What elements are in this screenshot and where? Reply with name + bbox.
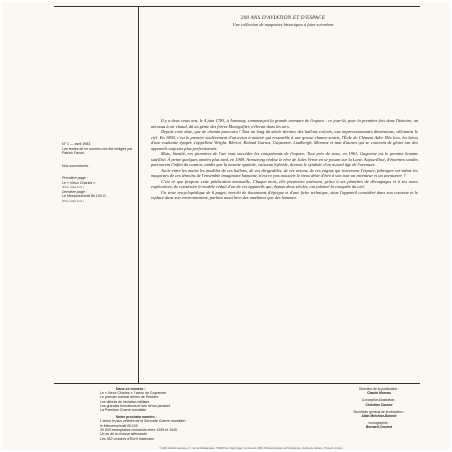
next-issue-item: L'avion le plus célèbre de la Seconde Guerre mondiale : (100, 419, 187, 424)
first-page-value: Le « Vieux Charles ». (62, 180, 97, 185)
masthead-column (62, 142, 134, 203)
next-issue-item: Un as de la chasse allemande (100, 432, 147, 437)
author-note: Les textes de ce numéro ont été rédigés par Patrick Facon. (62, 146, 133, 155)
top-rule (54, 6, 420, 7)
contents-item: Les débuts de l'aviation militaire (100, 399, 150, 404)
contents-item: La Première Guerre mondiale (100, 408, 147, 413)
collection-title: 200 ANS D'AVIATION ET D'ESPACE (240, 15, 326, 21)
credits (334, 387, 424, 430)
covers-label: Nos couvertures : (62, 163, 91, 168)
next-issue-item: Les 352 victoires d'Erich Hartmann (100, 436, 155, 441)
editorial-text (151, 118, 418, 201)
document-page (2, 2, 450, 450)
editorial-paragraph: Avoir entre les mains les modèles de ces ballons, de ces dirigeables, de ces avions, de ces engins qui traversent l'espace, fabriquer soi-même les maquettes de ces témoins de l'ensemble imaginaire humaine, n'est-ce pas assouvir le vieux désir d'être à son tour un inventeur et un aventurier ? (151, 167, 418, 178)
in-issue-label: Dans ce numéro : (116, 387, 146, 391)
column-divider (138, 6, 139, 383)
next-issue-item: le Messerschmitt Bf-109 (100, 423, 138, 428)
issue-number: N° 1 — avril 1983. (62, 142, 92, 146)
contents-item: Le premier combat aérien de l'histoire (100, 395, 159, 400)
issue-contents-section (54, 387, 420, 442)
credit-name: Christian Causse (365, 402, 393, 407)
first-page-photo-credit: (Phot. Atlas Frnt.) (62, 185, 84, 189)
next-issue-item: 35 000 exemplaires construits entre 1939 et 1945. (100, 428, 178, 433)
credit-label: Conception-illustration : (361, 398, 397, 403)
editorial-paragraph: Un texte encyclopédique de 6 pages, enrichi de documents d'époque et d'une fiche technique, situe l'appareil considéré dans son contexte et le replace dans son environnement, parlant aussi bien des machines que des hommes. (151, 189, 418, 200)
first-page-label: Première page : (62, 176, 88, 180)
page-header (198, 15, 368, 27)
last-page-photo-credit: (Phot. Atlas Frnt.) (62, 198, 84, 203)
editorial-paragraph: C'est ce que propose cette publication mensuelle. Chaque mois, elle permettra aisément, grâce à ses planches de découpages et à ses notes explicatives, de construire le modèle réduit d'un de ces appareils qui, depuis deux siècles, ont jalonné la conquête du ciel. (151, 178, 418, 189)
credit-name: Alain Melchior-Bonnet (361, 414, 397, 419)
contents-list (100, 387, 300, 441)
credit-label: Directeur de la publication : (359, 387, 399, 391)
editorial-paragraph: Il y a deux cents ans, le 4 juin 1783, à Annonay, commençait la grande aventure de l'espace : ce jour-là, pour la première fois dans l'histoire, un aérostat à air chaud, dû au génie des frères Montgolfier, s'élevait dans les airs. (151, 118, 418, 129)
editorial-paragraph: Depuis cette date, que de chemin parcouru ! Tout au long du siècle dernier, des ballons colorés, aux impressionnantes dimensions, sillonnent le ciel. En 1890, c'est le premier soulèvement d'un avion à moteur qui ressemble à une grosse chauve-souris, l'Éole de Clément Ader. Dès lors, les héros d'une exaltante épopée s'appellent Wright, Blériot, Roland Garros, Guynemer, Lindbergh, Mermoz et tant d'autres qui se couvrent de gloire sur des appareils toujours plus perfectionnés. (151, 129, 418, 151)
bottom-section-rule (54, 383, 420, 384)
editorial-paragraph: Mais, bientôt, ces pionniers de l'air vont succéder les conquérants de l'espace. Tout près de nous, en 1961, Gagarine est le premier homme satellisé. À peine quelques années plus tard, en 1969, Armstrong réalise le rêve de Jules Verne en se posant sur la Lune. Aujourd'hui, d'énormes sondes parcourent l'infini du cosmos, tandis que la navette spatiale, vaisseau hybride, devient le symbole d'un nouvel âge de l'aventure. (151, 151, 418, 167)
legal-footer: © 1983 Librairie Larousse, 17, rue du Montparnasse, 75298 Paris. Dépôt légal : 2e trimestre 1983. Photocomposition et Photogravure, Imprimerie, Reliure : Printed in France (159, 447, 343, 450)
last-page-label: Dernière page : (62, 189, 87, 194)
next-issue-label: Notre prochain numéro : (116, 415, 157, 420)
last-page-value: Le Messerschmitt Bf-109 G. (62, 194, 107, 198)
credit-name: Bernard Crochet (365, 425, 392, 430)
credit-label: Secrétaire général de la rédaction : (353, 409, 405, 414)
contents-item: Les grandes formations et ses héros pendant (100, 403, 171, 408)
contents-item: Le « Vieux Charles », l'avion de Guynemer (100, 391, 167, 395)
collection-subtitle: Une collection de maquettes historiques à faire soi-même (232, 22, 334, 27)
credit-label: Iconographie : (368, 421, 390, 426)
credit-name: Claude Moreau (367, 391, 391, 396)
